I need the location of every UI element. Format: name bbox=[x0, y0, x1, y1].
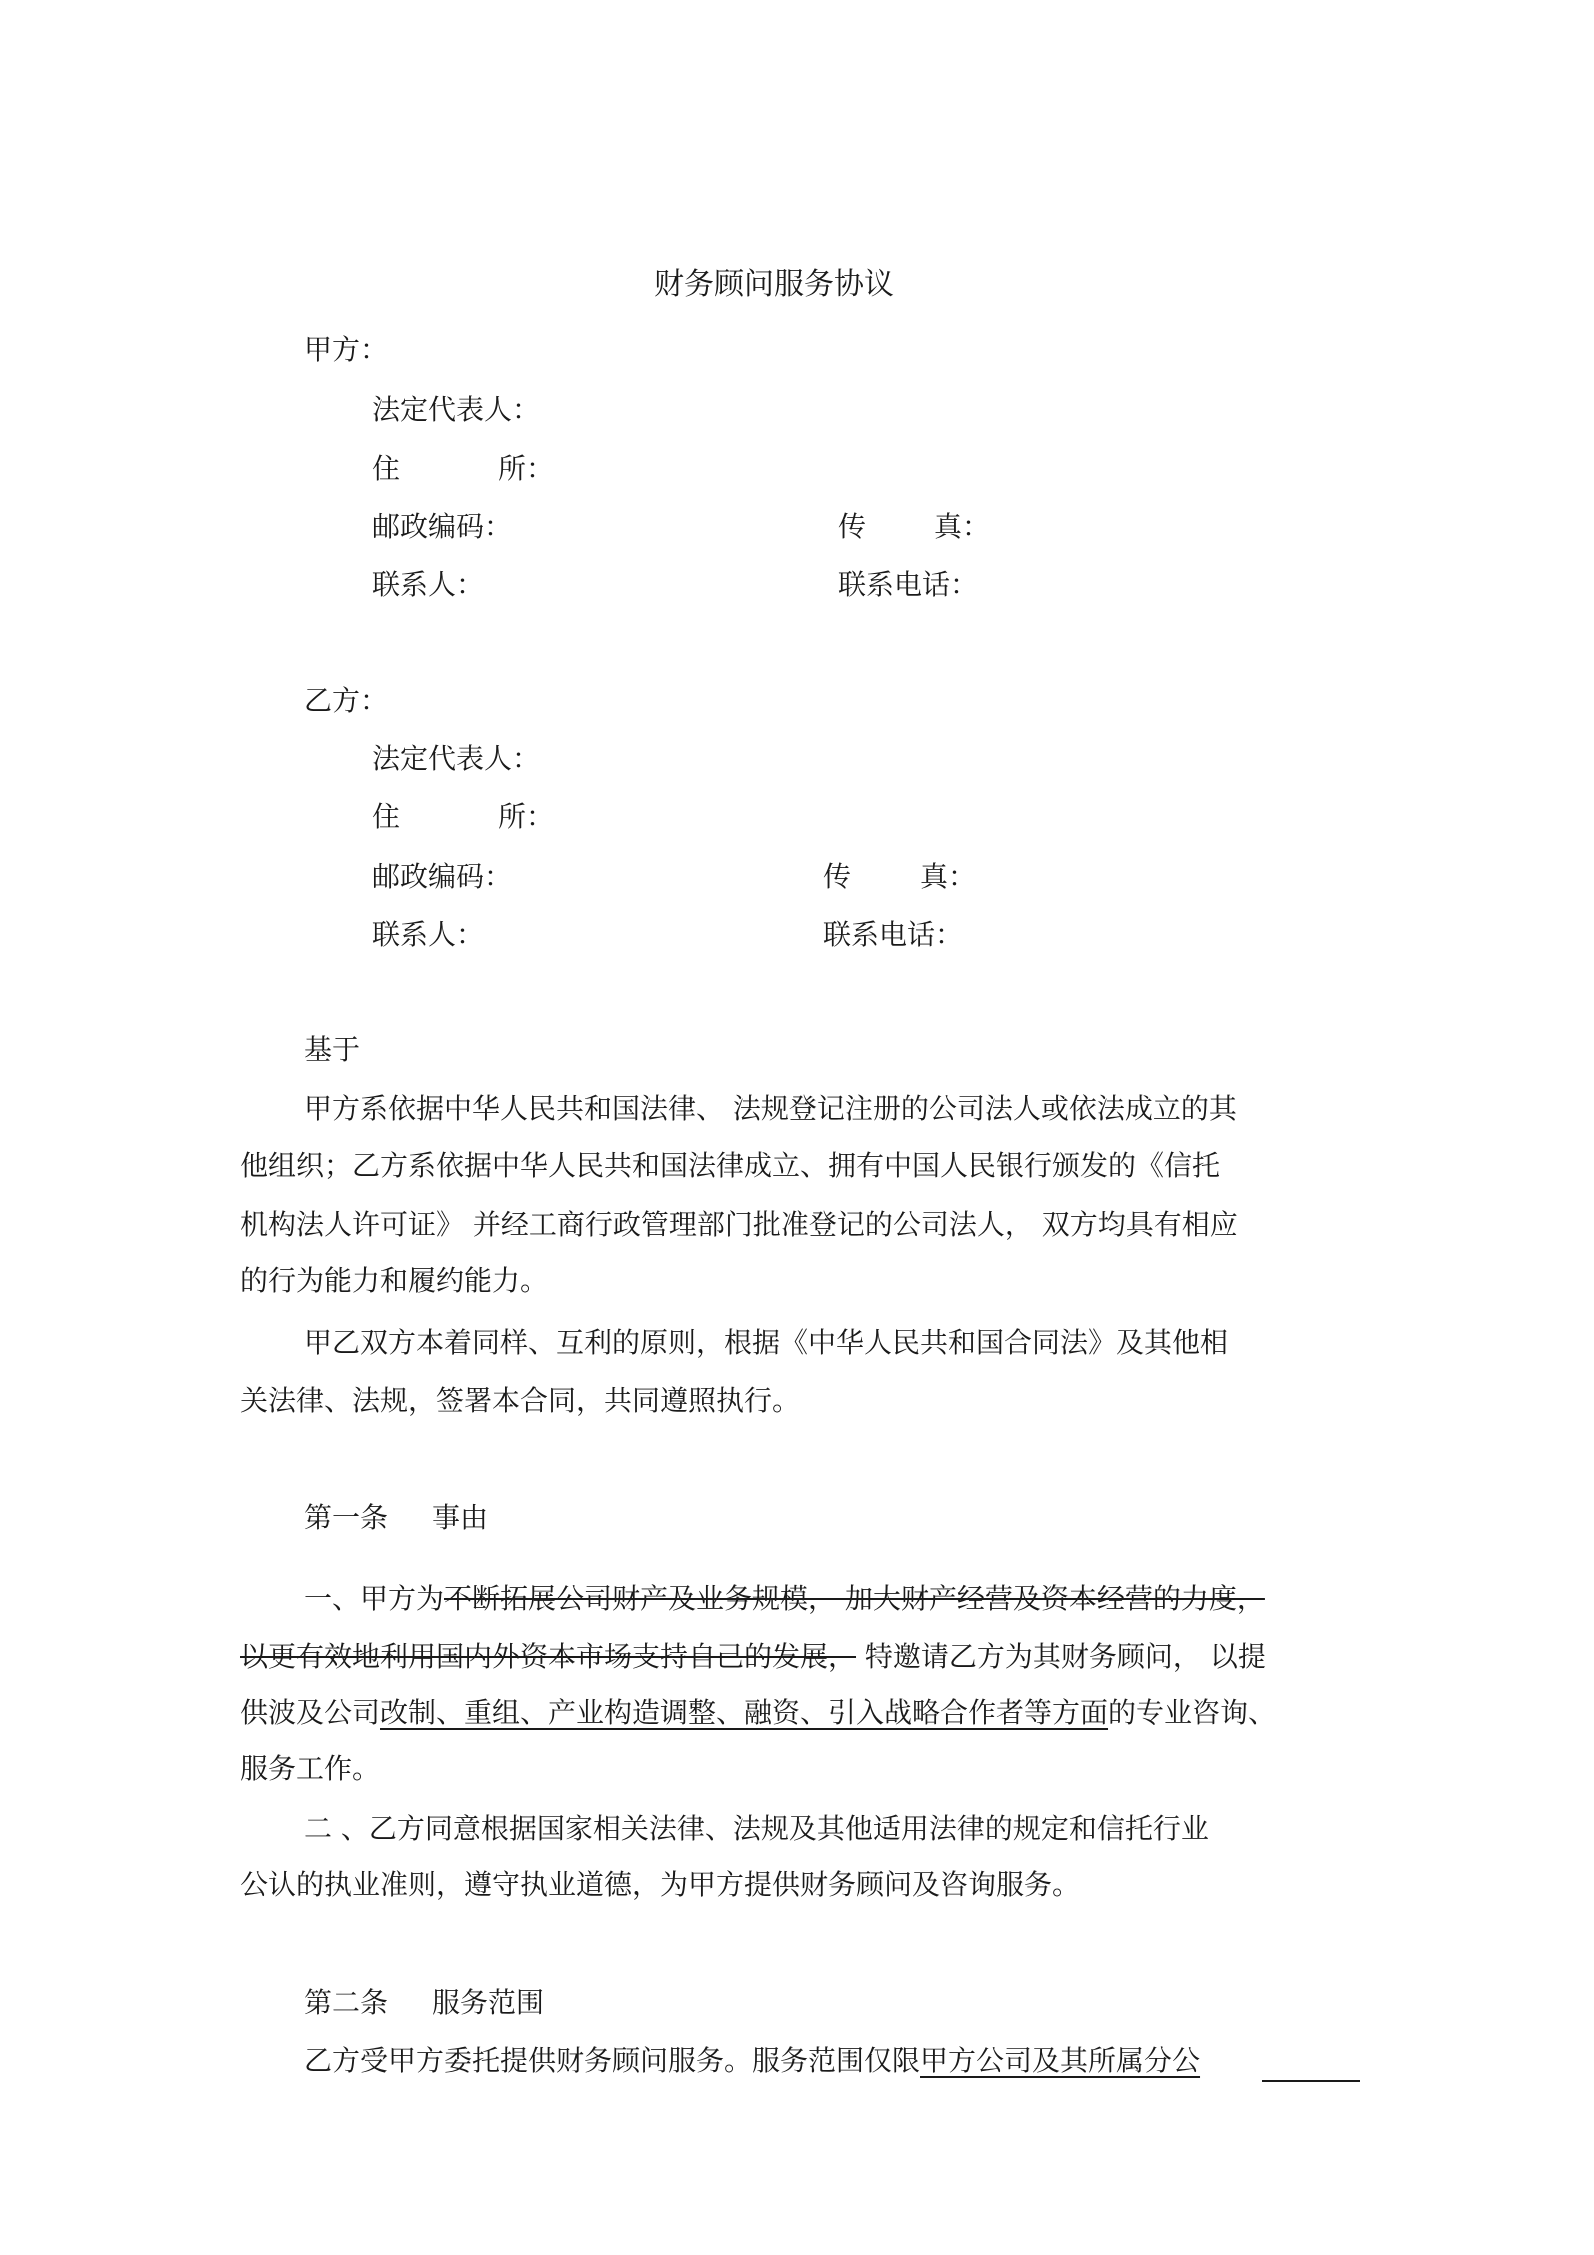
article2-number: 第二条 bbox=[304, 1986, 389, 2019]
party-b-address-label-1: 住 bbox=[372, 800, 401, 833]
party-a-address-label-2: 所： bbox=[498, 452, 555, 485]
article1-item2-line1: 二 、乙方同意根据国家相关法律、法规及其他适用法律的规定和信托行业 bbox=[304, 1812, 1209, 1845]
basis-para1-line1: 甲方系依据中华人民共和国法律、 法规登记注册的公司法人或依法成立的其 bbox=[304, 1092, 1237, 1125]
party-a-label: 甲方： bbox=[304, 333, 389, 366]
article1-item1-line2-plain: 特邀请乙方为其财务顾问， 以提 bbox=[856, 1640, 1266, 1673]
party-b-address-label-2: 所： bbox=[498, 800, 555, 833]
article1-item1-line3-plain-b: 的专业咨询、 bbox=[1108, 1696, 1277, 1729]
document-title: 财务顾问服务协议 bbox=[654, 267, 894, 302]
article1-item2-line2: 公认的执业准则，遵守执业道德，为甲方提供财务顾问及咨询服务。 bbox=[240, 1868, 1081, 1901]
party-b-fax-label-2: 真： bbox=[920, 860, 977, 893]
basis-para2-line2: 关法律、法规，签署本合同，共同遵照执行。 bbox=[240, 1384, 801, 1417]
article1-item1-line3 bbox=[240, 1696, 1276, 1730]
basis-para2-line1: 甲乙双方本着同样、互利的原则，根据《中华人民共和国合同法》及其他相 bbox=[304, 1326, 1229, 1359]
article1-item1-line3-plain-a: 供波及公司 bbox=[240, 1696, 381, 1729]
party-a-fax-label-1: 传 bbox=[838, 510, 867, 543]
party-a-address-label-1: 住 bbox=[372, 452, 401, 485]
article1-item1-line1 bbox=[304, 1582, 1265, 1616]
party-a-contact-label: 联系人： bbox=[372, 568, 485, 601]
article2-title: 服务范围 bbox=[432, 1986, 545, 2019]
article1-item1-line1-plain: 一、甲方为 bbox=[304, 1582, 445, 1615]
article1-title: 事由 bbox=[432, 1501, 489, 1534]
blank-fill-line bbox=[1262, 2080, 1360, 2082]
basis-para1-line2: 他组织；乙方系依据中华人民共和国法律成立、拥有中国人民银行颁发的《信托 bbox=[240, 1149, 1221, 1182]
article2-line1-underlined: 甲方公司及其所属分公 bbox=[920, 2044, 1201, 2077]
party-b-fax-label-1: 传 bbox=[823, 860, 852, 893]
article2-line1-plain: 乙方受甲方委托提供财务顾问服务。服务范围仅限 bbox=[304, 2044, 921, 2077]
article1-item1-line2-struck: 以更有效地利用国内外资本市场支持自己的发展， bbox=[240, 1640, 857, 1673]
article1-item1-line4: 服务工作。 bbox=[240, 1752, 381, 1785]
article1-item1-line1-struck: 不断拓展公司财产及业务规模， 加大财产经营及资本经营的力度， bbox=[444, 1582, 1265, 1615]
party-b-legal-rep-label: 法定代表人： bbox=[372, 742, 541, 775]
party-b-postal-code-label: 邮政编码： bbox=[372, 860, 513, 893]
party-b-phone-label: 联系电话： bbox=[823, 918, 964, 951]
party-a-legal-rep-label: 法定代表人： bbox=[372, 393, 541, 426]
article1-item1-line2 bbox=[240, 1640, 1266, 1674]
party-b-contact-label: 联系人： bbox=[372, 918, 485, 951]
party-a-postal-code-label: 邮政编码： bbox=[372, 510, 513, 543]
article2-line1 bbox=[304, 2044, 1200, 2078]
party-b-label: 乙方： bbox=[304, 684, 389, 717]
basis-para1-line3: 机构法人许可证》 并经工商行政管理部门批准登记的公司法人， 双方均具有相应 bbox=[240, 1208, 1238, 1241]
article1-item1-line3-underlined: 改制、重组、产业构造调整、融资、引入战略合作者等方面 bbox=[380, 1696, 1109, 1729]
party-a-fax-label-2: 真： bbox=[934, 510, 991, 543]
basis-heading: 基于 bbox=[304, 1033, 361, 1066]
article1-number: 第一条 bbox=[304, 1501, 389, 1534]
party-a-phone-label: 联系电话： bbox=[838, 568, 979, 601]
basis-para1-line4: 的行为能力和履约能力。 bbox=[240, 1264, 549, 1297]
